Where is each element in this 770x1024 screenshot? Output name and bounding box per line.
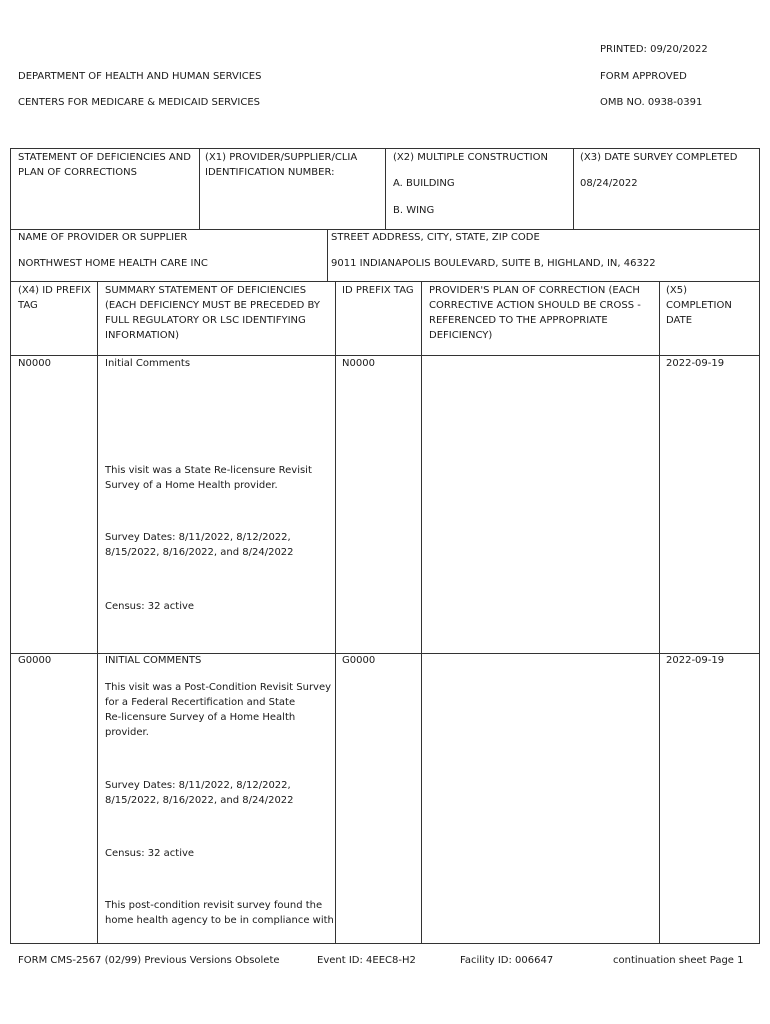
row-id-tag: N0000 bbox=[342, 358, 375, 369]
column-divider bbox=[421, 281, 422, 943]
row-completion-date: 2022-09-19 bbox=[666, 655, 725, 666]
address-label: STREET ADDRESS, CITY, STATE, ZIP CODE bbox=[331, 232, 540, 243]
row-paragraph: This visit was a State Re-licensure Revisit Survey of a Home Health provider. bbox=[105, 465, 312, 491]
column-header-plan: PROVIDER'S PLAN OF CORRECTION (EACH CORRECTIVE ACTION SHOULD BE CROSS - REFERENCED TO THE APPROPRIATE DEFICIENCY) bbox=[429, 285, 641, 341]
footer-event-id: Event ID: 4EEC8-H2 bbox=[317, 955, 416, 966]
column-header-x5: (X5) COMPLETION DATE bbox=[666, 285, 732, 326]
row-title: INITIAL COMMENTS bbox=[105, 655, 202, 666]
x2-building-label: A. BUILDING bbox=[393, 178, 455, 189]
column-header-id-prefix: ID PREFIX TAG bbox=[342, 285, 414, 296]
x2-multiple-construction-label: (X2) MULTIPLE CONSTRUCTION bbox=[393, 152, 548, 163]
column-divider bbox=[335, 281, 336, 943]
printed-date: PRINTED: 09/20/2022 bbox=[600, 44, 708, 55]
column-divider bbox=[97, 281, 98, 943]
column-divider bbox=[327, 229, 328, 281]
row-divider bbox=[11, 281, 759, 282]
row-paragraph: This visit was a Post-Condition Revisit Survey for a Federal Recertification and State Re-licensure Survey of a Home Health provider. bbox=[105, 682, 332, 738]
row-paragraph: Survey Dates: 8/11/2022, 8/12/2022, 8/15/2022, 8/16/2022, and 8/24/2022 bbox=[105, 532, 294, 558]
column-header-summary: SUMMARY STATEMENT OF DEFICIENCIES (EACH DEFICIENCY MUST BE PRECEDED BY FULL REGULATORY OR LSC IDENTIFYING INFORMATION) bbox=[105, 285, 320, 341]
provider-name-value: NORTHWEST HOME HEALTH CARE INC bbox=[18, 258, 208, 269]
form-approved: FORM APPROVED bbox=[600, 71, 687, 82]
row-tag: G0000 bbox=[18, 655, 52, 666]
column-divider bbox=[199, 149, 200, 229]
footer-form-id: FORM CMS-2567 (02/99) Previous Versions Obsolete bbox=[18, 955, 280, 966]
row-id-tag: G0000 bbox=[342, 655, 376, 666]
x2-wing-label: B. WING bbox=[393, 205, 435, 216]
row-paragraph: Survey Dates: 8/11/2022, 8/12/2022, 8/15/2022, 8/16/2022, and 8/24/2022 bbox=[105, 780, 294, 806]
address-value: 9011 INDIANAPOLIS BOULEVARD, SUITE B, HIGHLAND, IN, 46322 bbox=[331, 258, 656, 269]
provider-name-label: NAME OF PROVIDER OR SUPPLIER bbox=[18, 232, 188, 243]
row-completion-date: 2022-09-19 bbox=[666, 358, 725, 369]
row-paragraph: Census: 32 active bbox=[105, 848, 195, 859]
x3-date-survey-label: (X3) DATE SURVEY COMPLETED bbox=[580, 152, 738, 163]
column-divider bbox=[573, 149, 574, 229]
row-paragraph: Census: 32 active bbox=[105, 601, 195, 612]
footer-continuation-page: continuation sheet Page 1 bbox=[613, 955, 744, 966]
department-name: DEPARTMENT OF HEALTH AND HUMAN SERVICES bbox=[18, 71, 262, 82]
x3-date-survey-value: 08/24/2022 bbox=[580, 178, 638, 189]
x1-provider-id-label: (X1) PROVIDER/SUPPLIER/CLIA IDENTIFICATION NUMBER: bbox=[205, 152, 358, 178]
column-divider bbox=[659, 281, 660, 943]
footer-facility-id: Facility ID: 006647 bbox=[460, 955, 554, 966]
statement-label: STATEMENT OF DEFICIENCIES AND PLAN OF CORRECTIONS bbox=[18, 152, 191, 178]
column-header-x4: (X4) ID PREFIX TAG bbox=[18, 285, 91, 311]
column-divider bbox=[385, 149, 386, 229]
row-title: Initial Comments bbox=[105, 358, 191, 369]
row-tag: N0000 bbox=[18, 358, 51, 369]
row-paragraph: This post-condition revisit survey found the home health agency to be in compliance with bbox=[105, 900, 334, 926]
omb-number: OMB NO. 0938-0391 bbox=[600, 97, 703, 108]
centers-name: CENTERS FOR MEDICARE & MEDICAID SERVICES bbox=[18, 97, 261, 108]
